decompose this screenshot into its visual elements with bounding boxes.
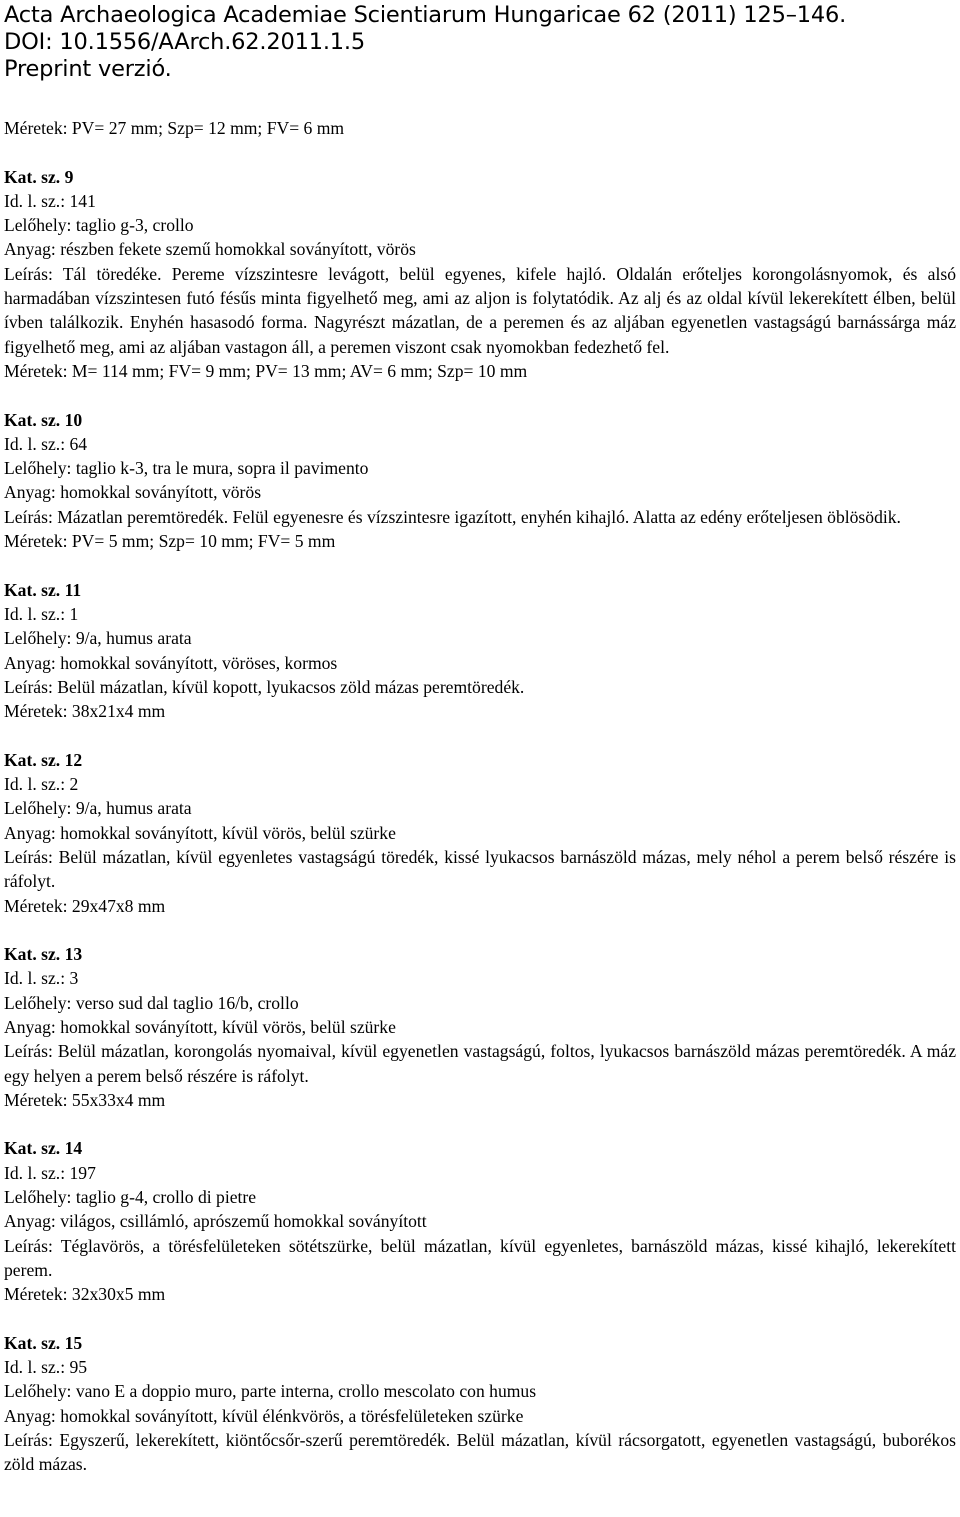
entry-number: Kat. sz. 12 [4,749,83,770]
catalogue-entry [4,748,956,918]
entry-leiras: Leírás: Egyszerű, lekerekített, kiöntőcsőr-szerű peremtöredék. Belül mázatlan, kívül rácsorgatott, egyenetlen vastagságú, buborékos zöld mázas. [4,1430,956,1475]
entry-anyag: Anyag: részben fekete szemű homokkal soványított, vörös [4,239,416,260]
entry-number: Kat. sz. 9 [4,166,74,187]
entry-anyag: Anyag: homokkal soványított, kívül vörös, belül szürke [4,822,396,843]
entry-leiras: Leírás: Téglavörös, a törésfelületeken sötétszürke, belül mázatlan, kívül egyenletes, barnászöld mázas, kissé kihajló, lekerekített perem. [4,1235,956,1280]
entry-id: Id. l. sz.: 2 [4,774,79,795]
entry-id: Id. l. sz.: 1 [4,603,79,624]
entry-lelohely: Lelőhely: verso sud dal taglio 16/b, crollo [4,992,299,1013]
entry-anyag: Anyag: homokkal soványított, kívül élénkvörös, a törésfelületeken szürke [4,1405,524,1426]
entry-anyag: Anyag: homokkal soványított, vöröses, kormos [4,652,338,673]
entry-meretek: Méretek: 32x30x5 mm [4,1284,166,1305]
entry-lelohely: Lelőhely: taglio g-4, crollo di pietre [4,1187,257,1208]
entry-number: Kat. sz. 13 [4,944,83,965]
catalogue-entry [4,1136,956,1306]
entry-number: Kat. sz. 14 [4,1138,83,1159]
catalogue-entry [4,578,956,724]
catalogue-entry [4,942,956,1112]
entry-lelohely: Lelőhely: 9/a, humus arata [4,798,192,819]
entry-id: Id. l. sz.: 64 [4,433,88,454]
header-preprint: Preprint verzió. [4,56,172,82]
catalogue-entry [4,1331,956,1477]
entry-lelohely: Lelőhely: taglio g-3, crollo [4,215,194,236]
entry-anyag: Anyag: világos, csillámló, aprószemű homokkal soványított [4,1211,427,1232]
entry-number: Kat. sz. 10 [4,409,83,430]
entry-meretek: Méretek: 38x21x4 mm [4,701,166,722]
entry-meretek: Méretek: PV= 5 mm; Szp= 10 mm; FV= 5 mm [4,531,336,552]
entry-meretek: Méretek: 29x47x8 mm [4,895,166,916]
meretek-line: Méretek: PV= 27 mm; Szp= 12 mm; FV= 6 mm [4,118,345,138]
entry-id: Id. l. sz.: 3 [4,968,79,989]
entry-id: Id. l. sz.: 197 [4,1162,96,1183]
entry-leiras: Leírás: Belül mázatlan, kívül egyenletes vastagságú töredék, kissé lyukacsos barnászöld mázas, mely néhol a perem belső részére is ráfolyt. [4,846,956,892]
catalogue-entry [4,165,956,384]
catalogue-body [4,116,956,1477]
entry-meretek: Méretek: M= 114 mm; FV= 9 mm; PV= 13 mm; AV= 6 mm; Szp= 10 mm [4,360,528,381]
catalogue-entry [4,408,956,554]
entry-id: Id. l. sz.: 95 [4,1357,88,1378]
entry-number: Kat. sz. 11 [4,579,82,600]
entry-number: Kat. sz. 15 [4,1332,83,1353]
entry-lelohely: Lelőhely: taglio k-3, tra le mura, sopra il pavimento [4,458,369,479]
entry-meretek: Méretek: 55x33x4 mm [4,1089,166,1110]
entry-anyag: Anyag: homokkal soványított, kívül vörös, belül szürke [4,1016,396,1037]
journal-header [4,2,846,83]
entry-leiras: Leírás: Belül mázatlan, korongolás nyomaival, kívül egyenetlen vastagságú, foltos, lyukacsos barnászöld mázas peremtöredék. A máz egy helyen a perem belső részére is ráfolyt. [4,1041,956,1086]
entry-leiras: Leírás: Tál töredéke. Pereme vízszintesre levágott, belül egyenes, kifele hajló. Oldalán erőteljes korongolásnyomok, és alsó harmadában vízszintesen futó fésűs minta figyelhető meg, ami az aljon is folytatódik. Az alj és az oldal kívül lekerekített élben, belül ívben találkozik. Enyhén hasasodó forma. Nagyrészt mázatlan, de a peremen és az aljában egyenetlen vastagságú barnássárga máz figyelhető meg, ami az aljában vastagon áll, a peremen viszont csak nyomokban fedezhető fel. [4,263,956,357]
entry-leiras: Leírás: Mázatlan peremtöredék. Felül egyenesre és vízszintesre igazított, enyhén kihajló. Alatta az edény erőteljesen öblösödik. [4,506,901,527]
entry-leiras: Leírás: Belül mázatlan, kívül kopott, lyukacsos zöld mázas peremtöredék. [4,676,525,697]
header-citation: Acta Archaeologica Academiae Scientiarum Hungaricae 62 (2011) 125–146. [4,2,847,28]
entry-lelohely: Lelőhely: vano E a doppio muro, parte interna, crollo mescolato con humus [4,1381,537,1402]
entry-lelohely: Lelőhely: 9/a, humus arata [4,628,192,649]
entry-anyag: Anyag: homokkal soványított, vörös [4,482,262,503]
entry-id: Id. l. sz.: 141 [4,190,96,211]
header-doi: DOI: 10.1556/AArch.62.2011.1.5 [4,29,365,55]
